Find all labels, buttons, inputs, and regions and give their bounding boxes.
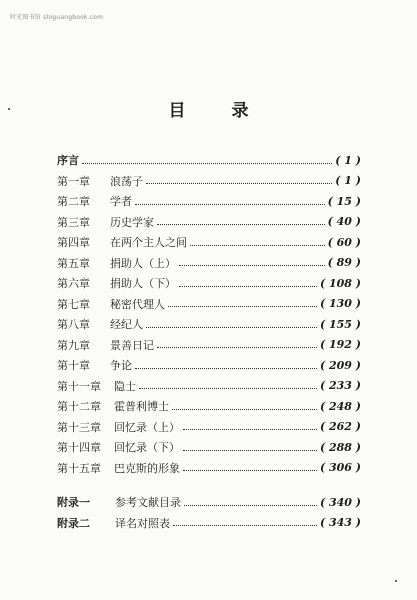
chapter-entry[interactable]	[57, 191, 361, 212]
page-number: ( 155 )	[319, 317, 361, 331]
page-number: ( 130 )	[319, 297, 361, 311]
dot-leader	[183, 450, 317, 451]
chapter-title: 捐助人（上）	[110, 256, 176, 270]
chapter-entry[interactable]	[57, 335, 361, 356]
chapter-entry[interactable]	[57, 417, 361, 438]
page-number: ( 108 )	[319, 276, 361, 290]
chapter-number: 第一章	[57, 174, 90, 188]
dot-leader	[146, 183, 332, 184]
chapter-title: 隐士	[114, 379, 136, 393]
chapter-number: 第十四章	[57, 441, 101, 455]
chapter-number: 第四章	[57, 236, 90, 250]
chapter-number: 第六章	[57, 277, 90, 291]
dot-leader	[179, 265, 325, 266]
appendix-number: 附录二	[57, 516, 90, 530]
dot-leader	[146, 327, 317, 328]
chapter-number: 第十一章	[57, 379, 101, 393]
page-number: ( 1 )	[335, 174, 361, 188]
appendix-title: 译名对照表	[115, 516, 170, 530]
appendix-number: 附录一	[57, 496, 90, 510]
chapter-number: 第七章	[57, 297, 90, 311]
page-number: ( 306 )	[319, 461, 361, 475]
chapter-list	[57, 171, 361, 479]
chapter-title: 争论	[110, 359, 132, 373]
page-number: ( 15 )	[327, 194, 361, 208]
chapter-title: 霍普利博士	[114, 400, 169, 414]
chapter-title: 在两个主人之间	[110, 236, 187, 250]
dot-leader	[179, 286, 317, 287]
page-number: ( 288 )	[319, 440, 361, 454]
dot-leader	[139, 388, 317, 389]
dot-leader	[184, 505, 317, 506]
dot-leader	[157, 224, 325, 225]
page-number: ( 89 )	[327, 256, 361, 270]
chapter-title: 秘密代理人	[110, 297, 165, 311]
chapter-number: 第五章	[57, 256, 90, 270]
chapter-title: 浪荡子	[110, 174, 143, 188]
chapter-entry[interactable]	[57, 314, 361, 335]
dot-leader	[173, 525, 317, 526]
chapter-entry[interactable]	[57, 355, 361, 376]
chapter-title: 经纪人	[110, 318, 143, 332]
page-number: ( 233 )	[319, 379, 361, 393]
chapter-number: 第八章	[57, 318, 90, 332]
appendix-entry[interactable]	[57, 513, 361, 534]
chapter-number: 第二章	[57, 195, 90, 209]
appendix-title: 参考文献目录	[115, 496, 181, 510]
front-number: 序言	[57, 154, 79, 168]
chapter-entry[interactable]	[57, 376, 361, 397]
dot-leader	[135, 368, 317, 369]
chapter-entry[interactable]	[57, 171, 361, 192]
dot-leader	[135, 204, 325, 205]
dot-leader	[172, 409, 317, 410]
dot-leader	[157, 347, 317, 348]
chapter-title: 景善日记	[110, 338, 154, 352]
chapter-entry[interactable]	[57, 294, 361, 315]
page-number: ( 1 )	[335, 153, 361, 167]
page-number: ( 262 )	[319, 420, 361, 434]
appendix-entry[interactable]	[57, 492, 361, 513]
dot-leader	[183, 470, 317, 471]
dot-leader	[190, 245, 325, 246]
front-matter	[57, 150, 361, 171]
chapter-entry[interactable]	[57, 437, 361, 458]
page-number: ( 209 )	[319, 358, 361, 372]
chapter-title: 回忆录（上）	[114, 420, 180, 434]
scan-speck	[395, 580, 397, 582]
watermark: 时光图书馆 shiguangbook.com	[10, 14, 104, 21]
chapter-number: 第十章	[57, 359, 90, 373]
chapter-title: 历史学家	[110, 215, 154, 229]
front-entry[interactable]	[57, 150, 361, 171]
page-number: ( 340 )	[319, 495, 361, 509]
chapter-entry[interactable]	[57, 212, 361, 233]
page-number: ( 343 )	[319, 516, 361, 530]
page-number: ( 192 )	[319, 338, 361, 352]
page-number: ( 60 )	[327, 235, 361, 249]
chapter-entry[interactable]	[57, 253, 361, 274]
chapter-title: 回忆录（下）	[114, 441, 180, 455]
page-title: 目 录	[168, 101, 269, 121]
dot-leader	[183, 429, 317, 430]
chapter-number: 第三章	[57, 215, 90, 229]
chapter-number: 第十三章	[57, 420, 101, 434]
chapter-entry[interactable]	[57, 396, 361, 417]
chapter-entry[interactable]	[57, 273, 361, 294]
chapter-title: 学者	[110, 195, 132, 209]
page-number: ( 248 )	[319, 399, 361, 413]
chapter-entry[interactable]	[57, 232, 361, 253]
appendix-list	[57, 492, 361, 533]
chapter-number: 第十五章	[57, 461, 101, 475]
table-of-contents	[57, 150, 361, 533]
chapter-title: 捐助人（下）	[110, 277, 176, 291]
chapter-number: 第十二章	[57, 400, 101, 414]
page-number: ( 40 )	[327, 215, 361, 229]
dot-leader	[168, 306, 317, 307]
dot-leader	[82, 163, 332, 164]
chapter-entry[interactable]	[57, 458, 361, 479]
chapter-title: 巴克斯的形象	[114, 461, 180, 475]
section-gap	[57, 478, 361, 492]
chapter-number: 第九章	[57, 338, 90, 352]
